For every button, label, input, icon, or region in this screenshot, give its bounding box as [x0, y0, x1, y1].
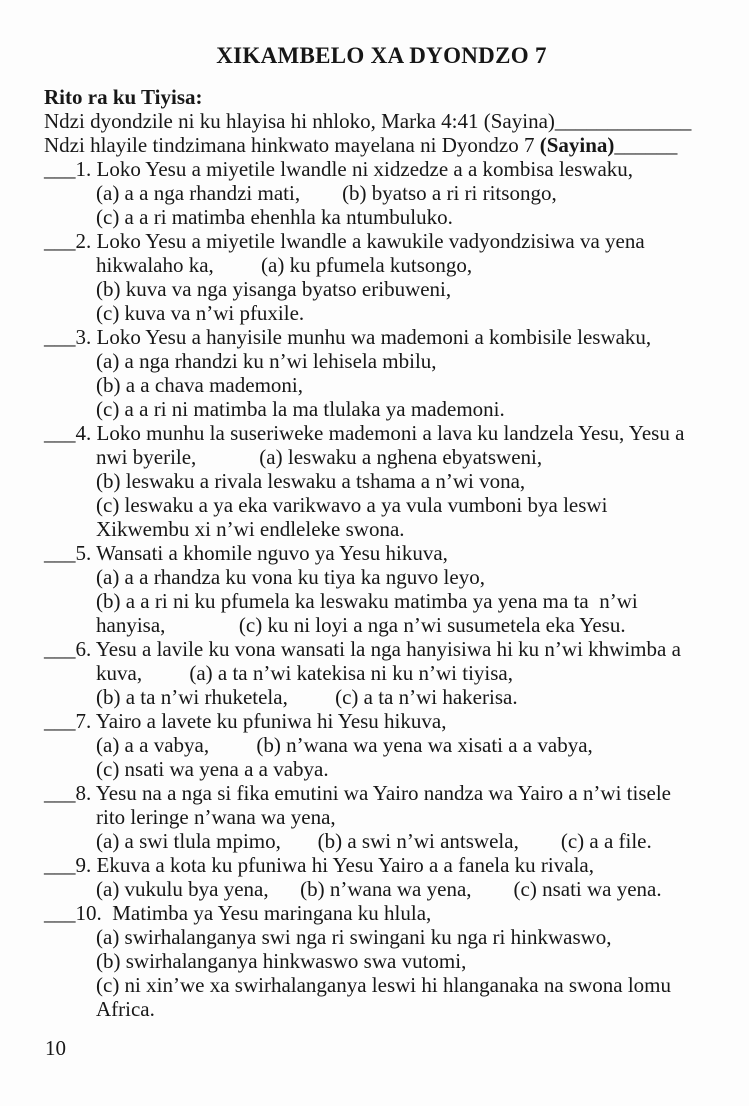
- question-line: ___6. Yesu a lavile ku vona wansati la nga hanyisiwa hi ku n’wi khwimba a: [44, 637, 681, 661]
- question-option-line: (a) a a rhandza ku vona ku tiya ka nguvo leyo,: [96, 565, 485, 589]
- question-list: [44, 157, 719, 1021]
- question-option-line: (a) a swi tlula mpimo, (b) a swi n’wi antswela, (c) a a file.: [96, 829, 652, 853]
- intro-heading: Rito ra ku Tiyisa:: [44, 85, 203, 109]
- question-option-line: (a) a a vabya, (b) n’wana wa yena wa xisati a a vabya,: [96, 733, 593, 757]
- question-line: ___2. Loko Yesu a miyetile lwandle a kawukile vadyondzisiwa va yena: [44, 229, 645, 253]
- question-line: ___10. Matimba ya Yesu maringana ku hlula,: [44, 901, 432, 925]
- question-option-line: (c) leswaku a ya eka varikwavo a ya vula vumboni bya leswi: [96, 493, 608, 517]
- question-option-line: (b) kuva va nga yisanga byatso eribuweni,: [96, 277, 452, 301]
- question-option-line: rito leringe n’wana wa yena,: [96, 805, 336, 829]
- question-option-line: (b) a ta n’wi rhuketela, (c) a ta n’wi hakerisa.: [96, 685, 518, 709]
- question-option-line: (a) vukulu bya yena, (b) n’wana wa yena, (c) nsati wa yena.: [96, 877, 662, 901]
- question-option-line: (b) a a ri ni ku pfumela ka leswaku matimba ya yena ma ta n’wi: [96, 589, 638, 613]
- page-number: 10: [45, 1036, 66, 1060]
- question-line: ___4. Loko munhu la suseriweke mademoni a lava ku landzela Yesu, Yesu a: [44, 421, 685, 445]
- question-option-line: (b) a a chava mademoni,: [96, 373, 303, 397]
- intro-line-dyondzo-text: Ndzi hlayile tindzimana hinkwato mayelana ni Dyondzo 7: [44, 133, 540, 157]
- question-option-line: (c) a a ri matimba ehenhla ka ntumbuluko.: [96, 205, 453, 229]
- question-line: ___7. Yairo a lavete ku pfuniwa hi Yesu hikuva,: [44, 709, 447, 733]
- question-option-line: hikwalaho ka, (a) ku pfumela kutsongo,: [96, 253, 473, 277]
- question-option-line: hanyisa, (c) ku ni loyi a nga n’wi susumetela eka Yesu.: [96, 613, 626, 637]
- question-option-line: (a) a nga rhandzi ku n’wi lehisela mbilu,: [96, 349, 437, 373]
- question-line: ___1. Loko Yesu a miyetile lwandle ni xidzedze a a kombisa leswaku,: [44, 157, 634, 181]
- question-option-line: (c) ni xin’we xa swirhalanganya leswi hi hlanganaka na swona lomu: [96, 973, 671, 997]
- question-option-line: kuva, (a) a ta n’wi katekisa ni ku n’wi tiyisa,: [96, 661, 513, 685]
- question-option-line: (c) kuva va n’wi pfuxile.: [96, 301, 305, 325]
- question-option-line: (b) leswaku a rivala leswaku a tshama a n’wi vona,: [96, 469, 526, 493]
- intro-line-dyondzo: [44, 133, 719, 157]
- question-option-line: Africa.: [96, 997, 155, 1021]
- question-line: ___8. Yesu na a nga si fika emutini wa Yairo nandza wa Yairo a n’wi tisele: [44, 781, 671, 805]
- question-line: ___5. Wansati a khomile nguvo ya Yesu hikuva,: [44, 541, 448, 565]
- question-option-line: (c) nsati wa yena a a vabya.: [96, 757, 329, 781]
- answer-blank: ______: [614, 133, 678, 157]
- intro-line-marka-text: Ndzi dyondzile ni ku hlayisa hi nhloko, Marka 4:41 (Sayina)_____________: [44, 109, 692, 133]
- question-option-line: Xikwembu xi n’wi endleleke swona.: [96, 517, 405, 541]
- question-option-line: (b) swirhalanganya hinkwaswo swa vutomi,: [96, 949, 467, 973]
- question-option-line: (a) swirhalanganya swi nga ri swingani ku nga ri hinkwaswo,: [96, 925, 612, 949]
- sayina-bold-label: (Sayina): [539, 133, 615, 157]
- question-option-line: (c) a a ri ni matimba la ma tlulaka ya mademoni.: [96, 397, 505, 421]
- question-line: ___3. Loko Yesu a hanyisile munhu wa mademoni a kombisile leswaku,: [44, 325, 652, 349]
- intro-line-marka: [44, 109, 719, 133]
- question-option-line: nwi byerile, (a) leswaku a nghena ebyatsweni,: [96, 445, 543, 469]
- question-option-line: (a) a a nga rhandzi mati, (b) byatso a ri ri ritsongo,: [96, 181, 557, 205]
- page-title: XIKAMBELO XA DYONDZO 7: [216, 43, 547, 68]
- question-line: ___9. Ekuva a kota ku pfuniwa hi Yesu Yairo a a fanela ku rivala,: [44, 853, 594, 877]
